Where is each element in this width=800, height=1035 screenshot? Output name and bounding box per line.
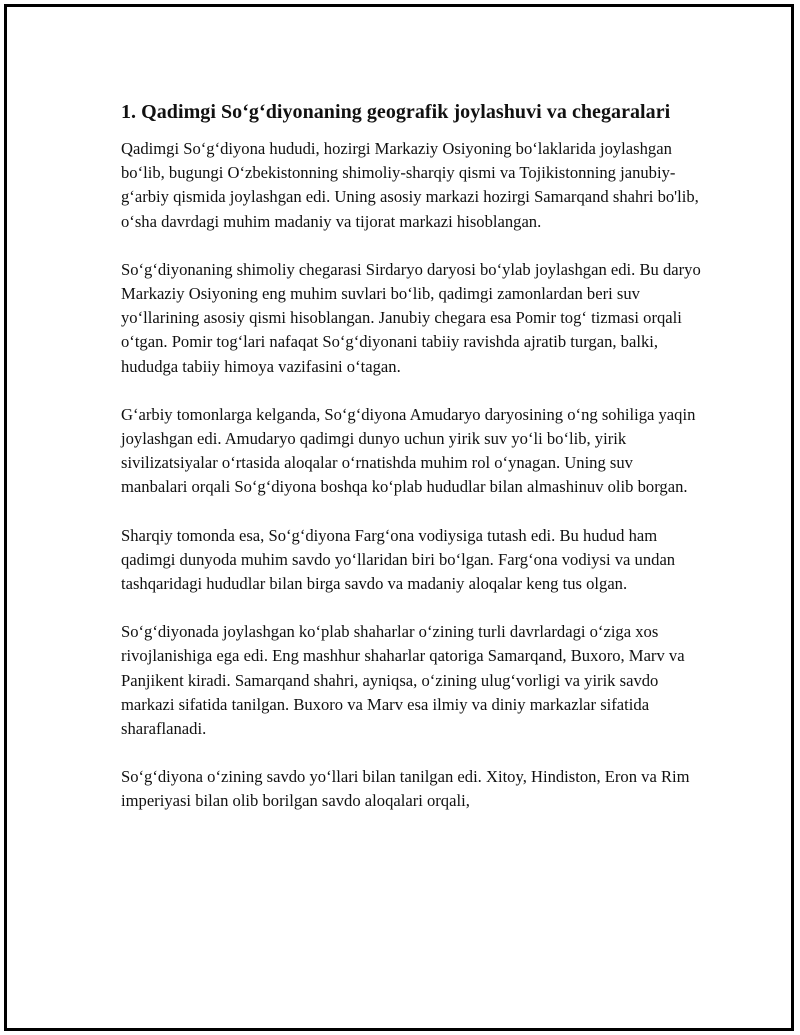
page-frame (4, 4, 794, 1031)
section-heading: 1. Qadimgi So‘g‘diyonaning geografik joylashuvi va chegaralari (121, 101, 671, 123)
paragraph-north-south-borders: So‘g‘diyonaning shimoliy chegarasi Sirdaryo daryosi bo‘ylab joylashgan edi. Bu daryo Markaziy Osiyoning eng muhim suvlari bo‘lib, qadimgi zamonlardan beri suv yo‘llarining asosiy qismi hisoblangan. Janubiy chegara esa Pomir tog‘ tizmasi orqali o‘tgan. Pomir tog‘lari nafaqat So‘g‘diyonani tabiiy ravishda ajratib turgan, balki, hududga tabiiy himoya vazifasini o‘tagan. (121, 259, 701, 376)
document-body (121, 98, 701, 838)
paragraph-cities: So‘g‘diyonada joylashgan ko‘plab shaharlar o‘zining turli davrlardagi o‘ziga xos rivojlanishiga ega edi. Eng mashhur shaharlar qatoriga Samarqand, Buxoro, Marv va Panjikent kiradi. Samarqand shahri, ayniqsa, o‘zining ulug‘vorligi va yirik savdo markazi sifatida tanilgan. Buxoro va Marv esa ilmiy va diniy markazlar sifatida sharaflanadi. (121, 622, 685, 739)
paragraph-location: Qadimgi So‘g‘diyona hududi, hozirgi Markaziy Osiyoning bo‘laklarida joylashgan bo‘lib, bugungi O‘zbekistonning shimoliy-sharqiy qismi va Tojikistonning janubiy-g‘arbiy qismida joylashgan edi. Uning asosiy markazi hozirgi Samarqand shahri bo'lib, o‘sha davrdagi muhim madaniy va tijorat markazi hisoblangan. (121, 139, 699, 231)
paragraph-western-border: G‘arbiy tomonlarga kelganda, So‘g‘diyona Amudaryo daryosining o‘ng sohiliga yaqin joylashgan edi. Amudaryo qadimgi dunyo uchun yirik suv yo‘li bo‘lib, yirik sivilizatsiyalar o‘rtasida aloqalar o‘rnatishda muhim rol o‘ynagan. Uning suv manbalari orqali So‘g‘diyona boshqa ko‘plab hududlar bilan almashinuv olib borgan. (121, 404, 696, 497)
paragraph-trade-routes: So‘g‘diyona o‘zining savdo yo‘llari bilan tanilgan edi. Xitoy, Hindiston, Eron va Rim imperiyasi bilan olib borilgan savdo aloqalari orqali, (121, 767, 690, 811)
paragraph-eastern-border: Sharqiy tomonda esa, So‘g‘diyona Farg‘ona vodiysiga tutash edi. Bu hudud ham qadimgi dunyoda muhim savdo yo‘llaridan biri bo‘lgan. Farg‘ona vodiysi va undan tashqaridagi hududlar bilan birga savdo va madaniy aloqalar keng tus olgan. (121, 525, 676, 594)
